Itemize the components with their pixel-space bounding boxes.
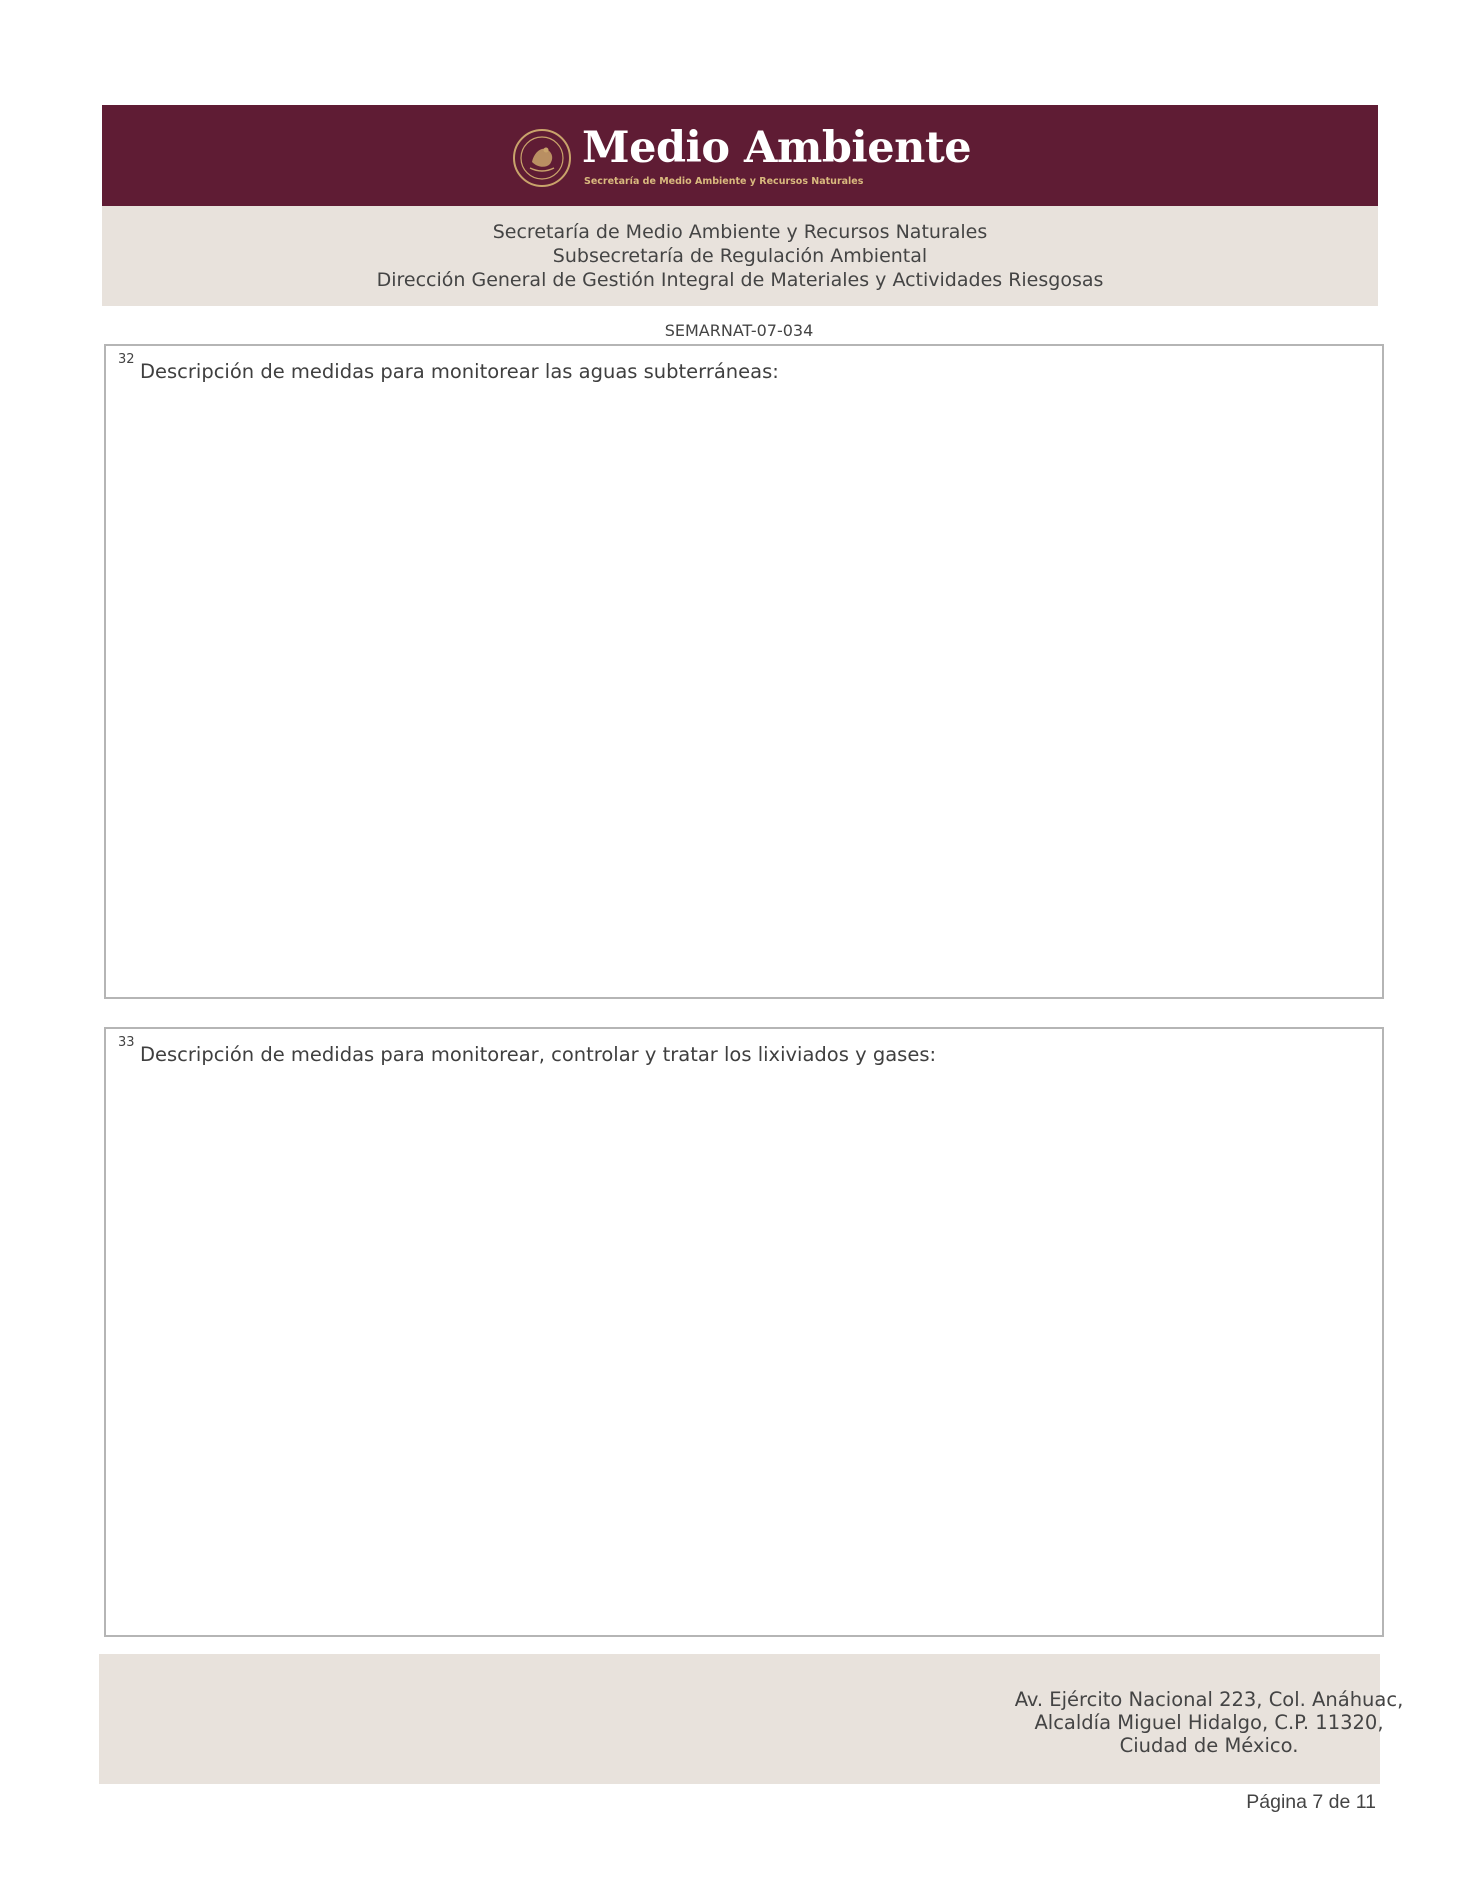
- agency-line-2: Subsecretaría de Regulación Ambiental: [552, 245, 928, 267]
- address-line-3: Ciudad de México.: [1119, 1734, 1299, 1757]
- field-number: 32: [118, 352, 135, 367]
- field-number: 33: [118, 1035, 135, 1050]
- field-groundwater-monitoring[interactable]: [104, 344, 1384, 999]
- brand-subtitle: Secretaría de Medio Ambiente y Recursos Naturales: [584, 176, 864, 187]
- address-line-2: Alcaldía Miguel Hidalgo, C.P. 11320,: [1034, 1711, 1384, 1734]
- agency-line-3: Dirección General de Gestión Integral de Materiales y Actividades Riesgosas: [376, 269, 1104, 291]
- national-seal-icon: [512, 128, 572, 188]
- field-label: Descripción de medidas para monitorear las aguas subterráneas:: [140, 360, 779, 383]
- brand-title: Medio Ambiente: [582, 123, 972, 173]
- field-leachate-gas-control[interactable]: [104, 1027, 1384, 1637]
- agency-line-1: Secretaría de Medio Ambiente y Recursos Naturales: [492, 221, 988, 243]
- field-label: Descripción de medidas para monitorear, controlar y tratar los lixiviados y gases:: [140, 1043, 937, 1066]
- address-line-1: Av. Ejército Nacional 223, Col. Anáhuac,: [1014, 1688, 1404, 1711]
- footer: [99, 1654, 1404, 1784]
- footer-address: [979, 1688, 1439, 1757]
- agency-header: [102, 206, 1378, 306]
- form-code: SEMARNAT-07-034: [664, 321, 814, 340]
- page-number: Página 7 de 11: [1246, 1791, 1376, 1813]
